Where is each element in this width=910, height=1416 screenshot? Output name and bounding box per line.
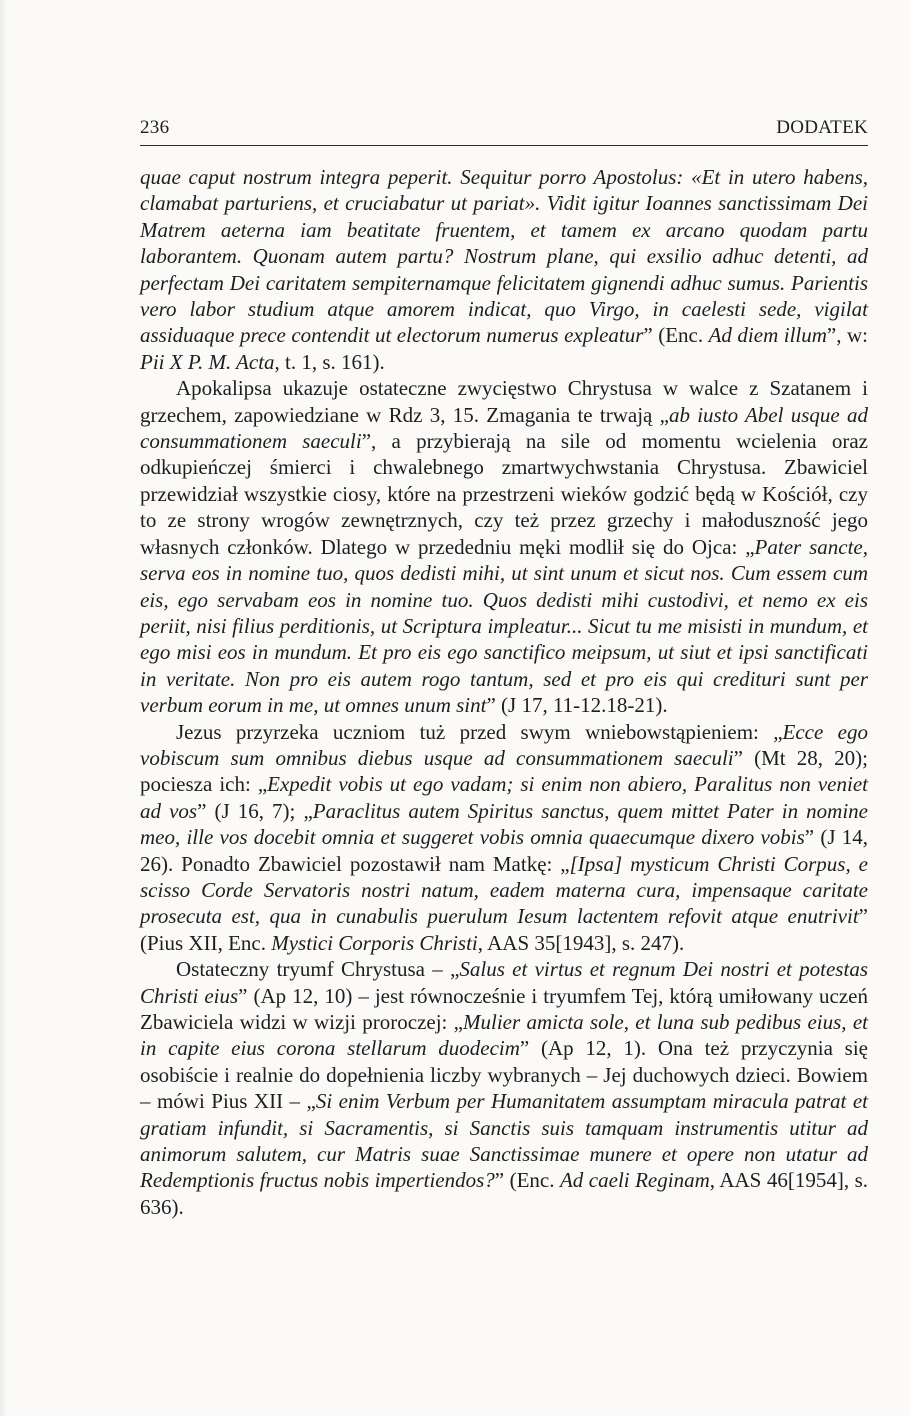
text-run: Apokalipsa ukazuje ostateczne zwycięstwo Chrystusa w walce z Szatanem i grzechem, zapowiedziane w Rdz 3, 15. Zmagania te trwają „ <box>140 376 868 427</box>
text-run: Ostateczny tryumf Chrystusa – „ <box>176 957 460 982</box>
text-run: ” (Pius XII, Enc. <box>140 904 868 955</box>
body-text <box>140 164 868 1220</box>
text-run: , AAS 35[1943], s. 247). <box>477 930 685 955</box>
italic-run: Expedit vobis ut ego vadam; si enim non abiero, Paralitus non veniet ad vos <box>140 772 868 823</box>
italic-run: Ad diem illum <box>708 323 827 348</box>
paragraph <box>140 375 868 718</box>
text-run: ” (Ap 12, 10) – jest równocześnie i tryumfem Tej, którą umiłowany uczeń Zbawiciela widzi w wizji proroczej: „ <box>140 983 868 1034</box>
italic-run: quae caput nostrum integra peperit. Sequitur porro Apostolus: «Et in utero habens, clamabat parturiens, et cruciabatur ut pariat». Vidit igitur Ioannes sanctissimam Dei Matrem aeterna iam beatitate fruentem, et tamem ex arcano quodam partu laborantem. Quonam autem partu? Nostrum plane, qui exsilio adhuc detenti, ad perfectam Dei caritatem sempiternamque felicitatem gignendi adhuc sumus. Parientis vero labor studium atque amorem indicat, quo Virgo, in caelesti sede, vigilat assiduaque prece contendit ut electorum numerus expleatur <box>140 165 868 348</box>
text-run: ”, a przybierają na sile od momentu wcielenia oraz odkupieńczej śmierci i chwalebnego zmartwychwstania Chrystusa. Zbawiciel przewidział wszystkie ciosy, które na przestrzeni wieków godzić będą w Kościół, czy to ze strony wrogów zewnętrznych, czy też przez grzechy i małoduszność jego własnych członków. Dlatego w przededniu męki modlił się do Ojca: „ <box>140 429 868 559</box>
italic-run: Paraclitus autem Spiritus sanctus, quem mittet Pater in nomine meo, ille vos docebit omnia et suggeret vobis omnia quaecumque dixero vobis <box>140 798 868 850</box>
italic-run: ab iusto Abel usque ad consummationem saeculi <box>140 402 868 454</box>
italic-run: Ad caeli Reginam <box>559 1168 710 1193</box>
text-run: ” (J 14, 26). Ponadto Zbawiciel pozostawił nam Matkę: „ <box>140 825 868 876</box>
paragraph <box>140 956 868 1220</box>
paragraph <box>140 164 868 375</box>
text-run: , AAS 46[1954], s. 636). <box>140 1168 868 1219</box>
italic-run: Mulier amicta sole, et luna sub pedibus eius, et in capite eius corona stellarum duodecim <box>140 1010 868 1061</box>
italic-run: Pii X P. M. Acta <box>140 349 275 374</box>
text-run: ”, w: <box>826 323 868 348</box>
page-edge <box>0 0 8 1416</box>
text-run: ” (Mt 28, 20); pociesza ich: „ <box>140 745 868 797</box>
paragraph <box>140 719 868 957</box>
italic-run: Ecce ego vobiscum sum omnibus diebus usque ad consummationem saeculi <box>140 719 868 770</box>
text-run: Jezus przyrzeka uczniom tuż przed swym wniebowstąpieniem: „ <box>176 719 783 744</box>
italic-run: Pater sancte, serva eos in nomine tuo, quos dedisti mihi, ut sint unum et sicut nos. Cum essem cum eis, ego servabam eos in nomine tuo. Quos dedisti mihi custodivi, et nemo ex eis periit, nisi filius perditionis, ut Scriptura impleatur... Sicut tu me misisti in mundum, et ego misi eos in mundum. Et pro eis ego sanctifico meipsum, ut siut et ipsi sanctificati in veritate. Non pro eis autem rogo tantum, sed et pro eis qui credituri sunt per verbum eorum in me, ut omnes unum sint <box>140 534 868 718</box>
text-run: ” (Ap 12, 1). Ona też przyczynia się osobiście i realnie do dopełnienia liczby wybranych – Jej duchowych dzieci. Bowiem – mówi Pius XII – „ <box>140 1036 869 1114</box>
italic-run: [Ipsa] mysticum Christi Corpus, e scisso Corde Servatoris nostri natum, eadem materna cura, impensaque caritate prosecuta est, qua in cunabulis puerulum Iesum lactentem refovit atque enutrivit <box>140 851 868 929</box>
text-run: ” (Enc. <box>643 323 709 348</box>
text-run: , t. 1, s. 161). <box>274 349 385 374</box>
running-header <box>140 117 868 139</box>
section-title: DODATEK <box>776 117 868 138</box>
text-run: ” (J 16, 7); „ <box>197 798 313 823</box>
text-run: ” (Enc. <box>494 1168 560 1193</box>
italic-run: Si enim Verbum per Humanitatem assumptam miracula patrat et gratiam infundit, si Sacramentis, si Sanctis suis tamquam instrumentis utitur ad animorum salutem, cur Matris suae Sanctissimae munere et opere non utatur ad Redemptionis fructus nobis impertiendos? <box>140 1089 869 1193</box>
text-run: ” (J 17, 11-12.18-21). <box>486 693 668 718</box>
italic-run: Salus et virtus et regnum Dei nostri et potestas Christi eius <box>140 957 868 1008</box>
italic-run: Mystici Corporis Christi <box>271 930 478 955</box>
page-number: 236 <box>140 117 170 138</box>
header-rule <box>140 145 868 146</box>
